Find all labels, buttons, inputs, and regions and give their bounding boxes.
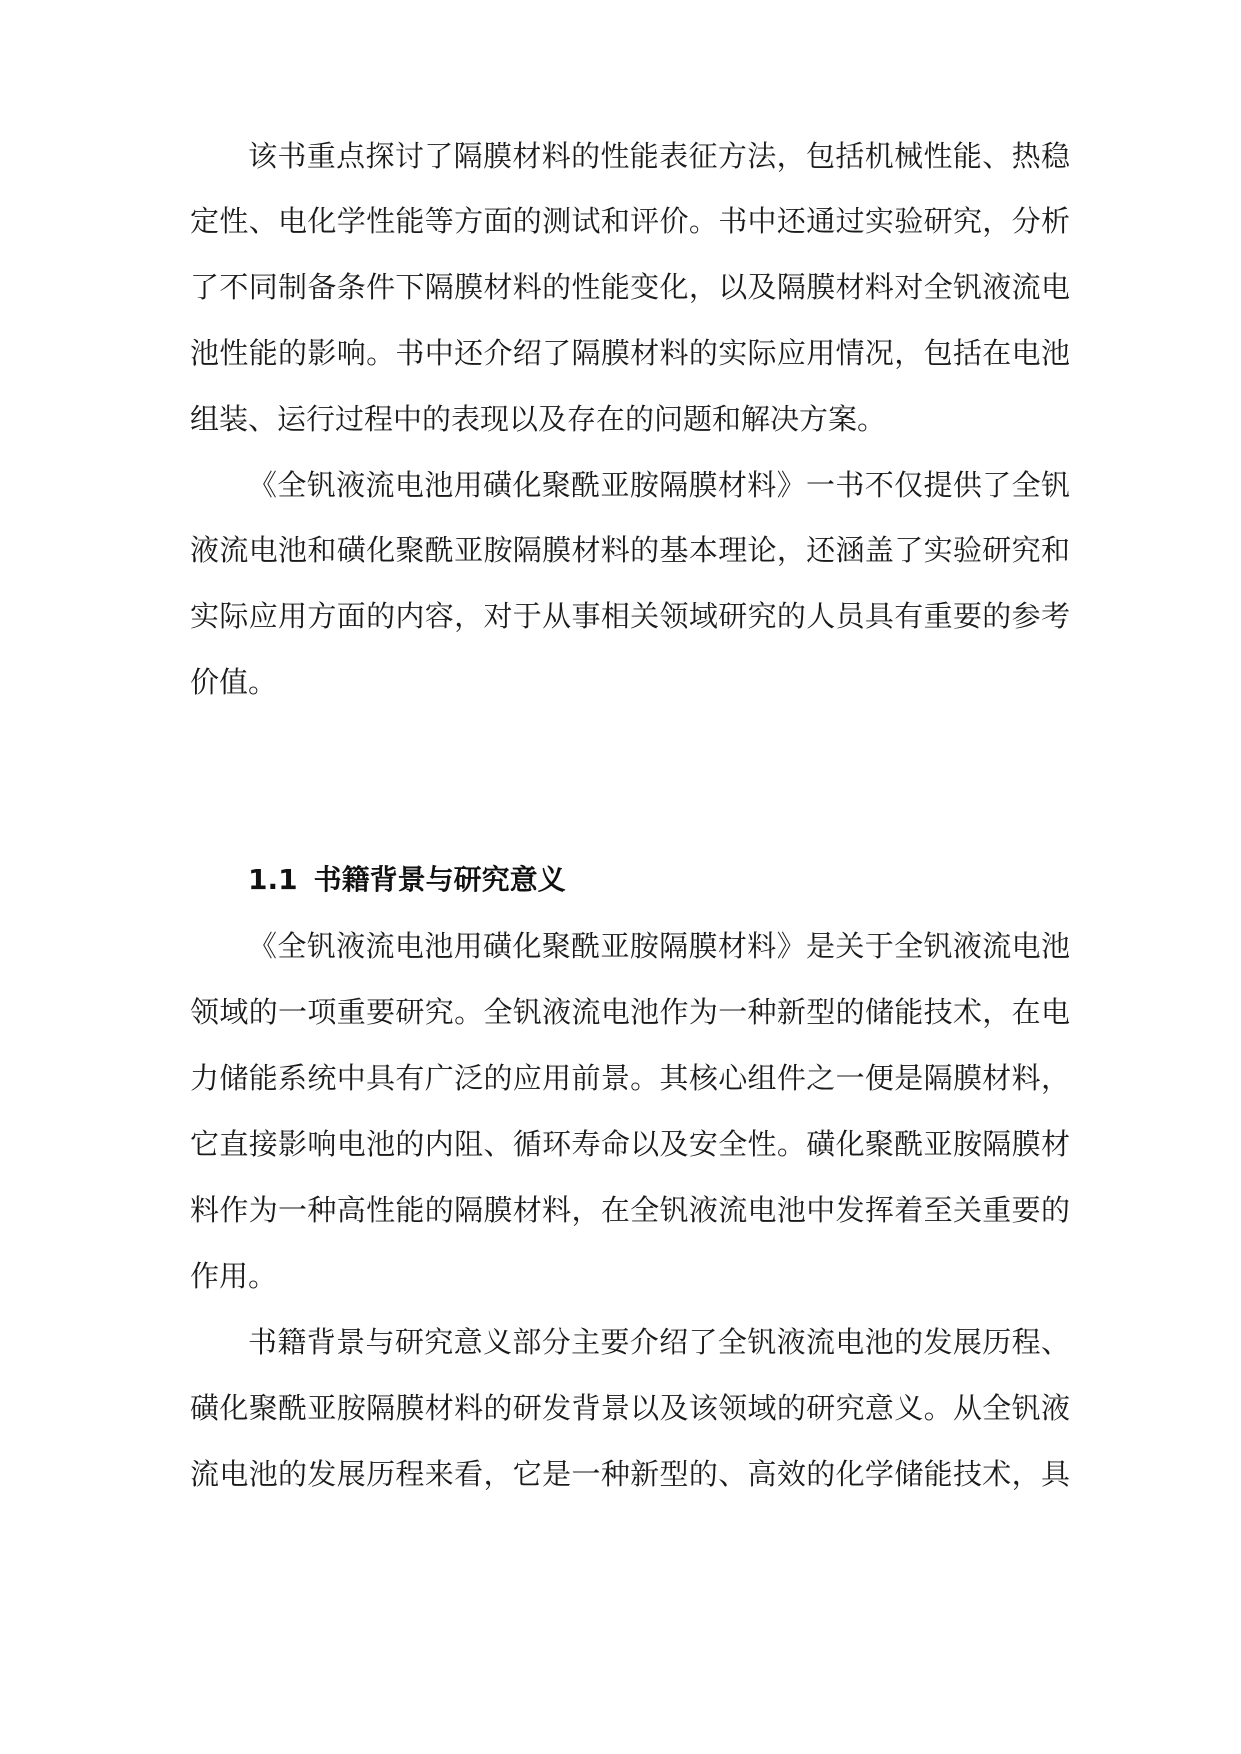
text-line: 书籍背景与研究意义部分主要介绍了全钒液流电池的发展历程、 [248, 1325, 1070, 1359]
text-line: 它直接影响电池的内阻、循环寿命以及安全性。磺化聚酰亚胺隔膜材 [190, 1127, 1070, 1161]
section-number: 1.1 [248, 863, 298, 896]
text-line: 了不同制备条件下隔膜材料的性能变化，以及隔膜材料对全钒液流电 [190, 270, 1070, 304]
text-line: 力储能系统中具有广泛的应用前景。其核心组件之一便是隔膜材料， [190, 1061, 1070, 1095]
section-heading [248, 855, 566, 905]
text-line: 作用。 [190, 1259, 278, 1293]
text-line: 领域的一项重要研究。全钒液流电池作为一种新型的储能技术，在电 [190, 995, 1070, 1029]
text-line: 《全钒液流电池用磺化聚酰亚胺隔膜材料》一书不仅提供了全钒 [248, 468, 1070, 502]
text-line: 《全钒液流电池用磺化聚酰亚胺隔膜材料》是关于全钒液流电池 [248, 929, 1070, 963]
text-line: 液流电池和磺化聚酰亚胺隔膜材料的基本理论，还涵盖了实验研究和 [190, 533, 1070, 567]
text-line: 磺化聚酰亚胺隔膜材料的研发背景以及该领域的研究意义。从全钒液 [190, 1391, 1070, 1425]
text-line: 池性能的影响。书中还介绍了隔膜材料的实际应用情况，包括在电池 [190, 336, 1070, 370]
text-line: 价值。 [190, 665, 278, 699]
text-line: 流电池的发展历程来看，它是一种新型的、高效的化学储能技术，具 [190, 1457, 1070, 1491]
text-line: 定性、电化学性能等方面的测试和评价。书中还通过实验研究，分析 [190, 204, 1070, 238]
section-title: 书籍背景与研究意义 [313, 863, 566, 896]
text-line: 实际应用方面的内容，对于从事相关领域研究的人员具有重要的参考 [190, 599, 1070, 633]
text-line: 组装、运行过程中的表现以及存在的问题和解决方案。 [190, 402, 887, 436]
text-line: 料作为一种高性能的隔膜材料，在全钒液流电池中发挥着至关重要的 [190, 1193, 1070, 1227]
text-line: 该书重点探讨了隔膜材料的性能表征方法，包括机械性能、热稳 [248, 139, 1070, 173]
